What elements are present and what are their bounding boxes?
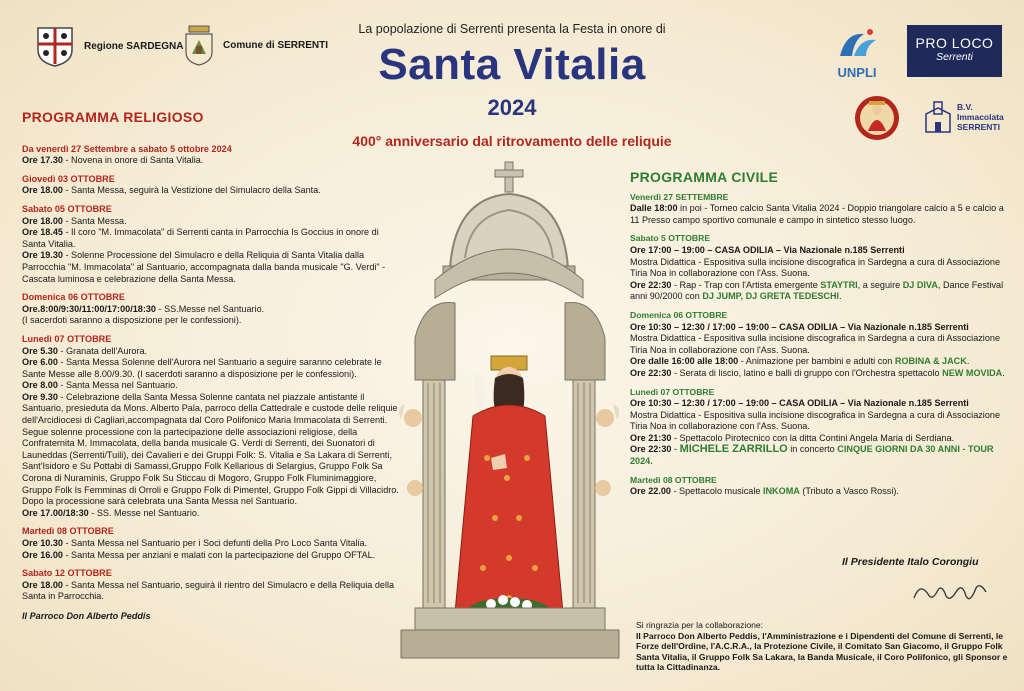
event-text: .	[966, 356, 970, 367]
section-heading: Lunedì 07 OTTOBRE	[22, 333, 112, 344]
artist-name: DJ JUMP, DJ GRETA TEDESCHI	[702, 291, 840, 302]
event-text: Segue solenne processione con la partecipazione delle associazioni religiose, della Confraternita M. Immacolata, della banda musicale G. Verdi di Serrenti, dei Suonatori di Launeddas (Serrenti/Tuili), dei Cavalieri e dei Gruppi Folk: S. Vitalia e Sa Lakara di Serrenti, Sant'Isidoro e Su Pottabi di Samassi,Gruppo Folk Kellarious di Selargius, Gruppo Folk Sa Corona di Nuraminis, Gruppo Folk Su Sticcau di Mogoro, Gruppo Folk Fluminimaggiore, Gruppo Folk Is Femminas di Orroli e Gruppo Folk di Pimentel, Gruppo Folk Gippi di Villacidro.	[22, 426, 399, 495]
unpli-logo	[832, 26, 882, 80]
time-label: Ore 6.00	[22, 357, 58, 368]
religioso-section-4	[22, 292, 402, 327]
section-heading: Sabato 5 OTTOBRE	[630, 233, 711, 244]
time-label: Ore 9.30	[22, 391, 58, 402]
time-label: Ore 19.30	[22, 250, 63, 261]
time-label: Ore 10.30	[22, 538, 63, 548]
artist-name: INKOMA	[762, 486, 800, 497]
artist-name: MICHELE ZARRILLO	[679, 443, 788, 456]
proloco-line1: PRO LOCO	[915, 35, 994, 51]
event-text: -	[671, 444, 680, 455]
thanks-section	[636, 620, 1014, 673]
civile-title: PROGRAMMA CIVILE	[630, 169, 779, 185]
time-label: Ore 22:30	[630, 367, 672, 378]
event-text: - Celebrazione della Santa Messa Solenne cantata nel piazzale antistante il Santuario, presieduta da Mons. Alberto Pala, parroco della Cattedrale e custode delle reliquie dell'Arcidiocesi di Cagliari,accompagnata dal Coro Polifonico Maria Immacolata di Serrenti.	[22, 391, 398, 426]
civile-section-1	[630, 192, 1008, 227]
unpli-label: UNPLI	[837, 65, 877, 80]
event-text: - Novena in onore di Santa Vitalia.	[62, 155, 204, 166]
time-label: Ore 5.30	[22, 345, 58, 356]
section-heading: Domenica 06 OTTOBRE	[630, 309, 728, 320]
civile-section-5	[630, 475, 1008, 498]
time-label: Ore 18.00	[22, 215, 63, 226]
thanks-body: Il Parroco Don Alberto Peddis, l'Amministrazione e i Dipendenti del Comune di Serrenti, le Forze dell'Ordine, l'A.C.R.A., la Protezione Civile, il Comitato San Giacomo, il Gruppo Folk Santa Vitalia, il Gruppo Folk Sa Lakara, la Banda Musicale, il Coro Polifonico, gli Sponsor e tutta la Cittadinanza.	[636, 630, 1008, 673]
artist-name: NEW MOVIDA	[942, 367, 1003, 378]
section-heading: Lunedì 07 OTTOBRE	[630, 386, 715, 397]
time-label: Ore 16.00	[22, 549, 63, 560]
time-label: Ore dalle 16:00 alle 18:00	[630, 356, 739, 367]
header-intro: La popolazione di Serrenti presenta la Festa in onore di	[358, 22, 666, 36]
religioso-section-3	[22, 204, 402, 285]
section-heading: Sabato 05 OTTOBRE	[22, 203, 112, 214]
event-text: - Il coro "M. Immacolata" di Serrenti canta in Parrocchia Is Goccius in onore di Santa Vitalia.	[22, 227, 379, 249]
event-text: - Serata di liscio, latino e balli di gruppo con l'Orchestra spettacolo	[671, 367, 943, 378]
time-label: Ore 17:00 – 19:00 – CASA ODILIA – Via Nazionale n.185 Serrenti	[630, 244, 905, 255]
time-label: Ore.8:00/9:30/11:00/17:00/18:30	[22, 303, 156, 314]
president-signature: Il Presidente Italo Corongiu	[842, 556, 979, 568]
section-heading: Giovedì 03 OTTOBRE	[22, 173, 115, 184]
section-heading: Martedì 08 OTTOBRE	[630, 474, 717, 485]
saint-medallion-icon	[854, 95, 900, 141]
religioso-section-2	[22, 174, 402, 197]
section-heading: Da venerdì 27 Settembre a sabato 5 ottobre 2024	[22, 143, 232, 154]
event-text: Mostra Didattica - Espositiva sulla incisione discografica in Sardegna a cura di Associazione Tiria Noa in collaborazione con l'Ass. Suona.	[630, 333, 1000, 355]
page-title: Santa Vitalia	[378, 40, 646, 89]
parroco-signature: Il Parroco Don Alberto Peddis	[22, 610, 151, 621]
event-text: in concerto	[787, 444, 838, 455]
bv-line3: SERRENTI	[957, 122, 1000, 132]
event-text: , Dance Festival anni 90/2000 con	[630, 279, 1004, 302]
handwritten-signature-icon	[910, 578, 990, 608]
event-text: - SS.Messe nel Santuario.	[155, 303, 265, 314]
comune-label: Comune di SERRENTI	[223, 39, 329, 51]
religioso-section-5	[22, 334, 402, 520]
event-text: - SS. Messe nel Santuario.	[88, 507, 200, 518]
event-text: - Santa Messa Solenne dell'Aurora nel Santuario a seguire saranno celebrate le Sante Messe alle 8.00/9.30. (I sacerdoti saranno a disposizione per le confessioni).	[22, 357, 382, 379]
tour-name: CINQUE GIORNI DA 30 ANNI - TOUR 2024.	[630, 444, 994, 467]
event-text: (Tributo a Vasco Rossi).	[799, 486, 899, 497]
civile-section-4	[630, 387, 1008, 468]
artist-name: DJ DIVA	[902, 279, 938, 290]
event-text: .	[1002, 367, 1005, 378]
event-text: Dopo la processione sarà celebrata una Santa Messa nel Santuario.	[22, 496, 298, 507]
section-heading: Sabato 12 OTTOBRE	[22, 568, 112, 579]
bv-line1: B.V.	[957, 102, 973, 112]
event-text: - Solenne Processione del Simulacro e della Reliquia di Santa Vitalia dalla Parrocchia "M. Immacolata" al Santuario, accompagnata dalla banda musicale "G. Verdi" - Cascata luminosa e celebrazione della Santa Messa.	[22, 250, 386, 284]
regione-label: Regione SARDEGNA	[84, 40, 184, 52]
time-label: Ore 17.30	[22, 155, 63, 166]
event-text: - Santa Messa nel Santuario, seguirà il rientro del Simulacro e della Reliquia della Santa in Parrocchia.	[22, 579, 395, 602]
event-text: Mostra Didattica - Espositiva sulla incisione discografica in Sardegna a cura di Associazione Tiria Noa in collaborazione con l'Ass. Suona.	[630, 256, 1000, 279]
event-text: - Animazione per bambini e adulti con	[738, 356, 895, 367]
anniversary: 400° anniversario dal ritrovamento delle reliquie	[352, 133, 672, 149]
event-text: , a seguire	[857, 279, 903, 290]
event-text: - Spettacolo musicale	[670, 486, 763, 497]
event-text: - Santa Messa nel Santuario per i Soci defunti della Pro Loco Santa Vitalia.	[62, 538, 368, 548]
time-label: Ore 18.45	[22, 227, 63, 238]
time-label: Ore 10:30 – 12:30 / 17:00 – 19:00 – CASA ODILIA – Via Nazionale n.185 Serrenti	[630, 321, 969, 332]
programma-religioso	[22, 109, 402, 623]
proloco-line2: Serrenti	[936, 51, 973, 63]
religioso-section-1	[22, 144, 402, 167]
event-text: - Granata dell'Aurora.	[57, 345, 148, 356]
year: 2024	[487, 95, 537, 120]
time-label: Ore 10:30 – 12:30 / 17:00 – 19:00 – CASA ODILIA – Via Nazionale n.185 Serrenti	[630, 398, 969, 409]
time-label: Ore 18.00	[22, 185, 63, 196]
civile-section-3	[630, 310, 1008, 380]
santa-vitalia-badge	[854, 95, 900, 146]
time-label: Ore 22.00	[630, 486, 671, 497]
section-heading: Venerdì 27 SETTEMBRE	[630, 191, 729, 202]
time-label: Ore 21:30	[630, 432, 672, 443]
time-label: Ore 18.00	[22, 579, 63, 590]
time-label: Ore 22:30	[630, 279, 672, 290]
section-heading: Martedì 08 OTTOBRE	[22, 526, 114, 537]
bv-immacolata-logo	[924, 100, 1004, 134]
proloco-logo	[907, 25, 1002, 77]
event-text: Mostra Didattica - Espositiva sulla incisione discografica in Sardegna a cura di Associazione Tiria Noa in collaborazione con l'Ass. Suona.	[630, 409, 1000, 432]
time-label: Ore 17.00/18:30	[22, 507, 89, 518]
religioso-section-7	[22, 568, 402, 603]
event-text: - Santa Messa nel Santuario.	[57, 380, 178, 391]
church-icon	[924, 100, 952, 134]
artist-name: ROBINA & JACK	[894, 356, 967, 367]
event-text: - Santa Messa.	[62, 215, 127, 226]
religioso-title: PROGRAMMA RELIGIOSO	[22, 109, 204, 125]
event-text: - Rap - Trap con l'Artista emergente	[671, 279, 821, 290]
event-text: - Spettacolo Pirotecnico con la ditta Contini Angela Maria di Serdiana.	[671, 432, 955, 443]
civile-section-2	[630, 233, 1008, 303]
artist-name: STAYTRI	[820, 279, 858, 290]
programma-civile	[630, 169, 1008, 505]
event-text: - Santa Messa per anziani e malati con la partecipazione del Gruppo OFTAL.	[62, 549, 376, 560]
section-heading: Domenica 06 OTTOBRE	[22, 292, 125, 303]
time-label: Ore 8.00	[22, 380, 58, 391]
event-text: - Santa Messa, seguirà la Vestizione del Simulacro della Santa.	[62, 185, 321, 196]
time-label: Ore 22:30	[630, 444, 672, 455]
thanks-intro: Si ringrazia per la collaborazione:	[636, 620, 764, 630]
event-text: in poi - Torneo calcio Santa Vitalia 2024 - Doppio triangolare calcio a 5 e calcio a 11 Presso campo sportivo comunale e campo in sintetico stesso luogo.	[630, 203, 1004, 225]
event-text: (I sacerdoti saranno a disposizione per le confessioni).	[22, 315, 242, 326]
santa-vitalia-statue-image	[395, 158, 625, 663]
unpli-emblem-icon	[832, 26, 882, 62]
event-text: .	[839, 291, 842, 302]
religioso-section-6	[22, 526, 402, 561]
time-label: Dalle 18:00	[630, 203, 678, 214]
bv-line2: Immacolata	[957, 112, 1004, 122]
